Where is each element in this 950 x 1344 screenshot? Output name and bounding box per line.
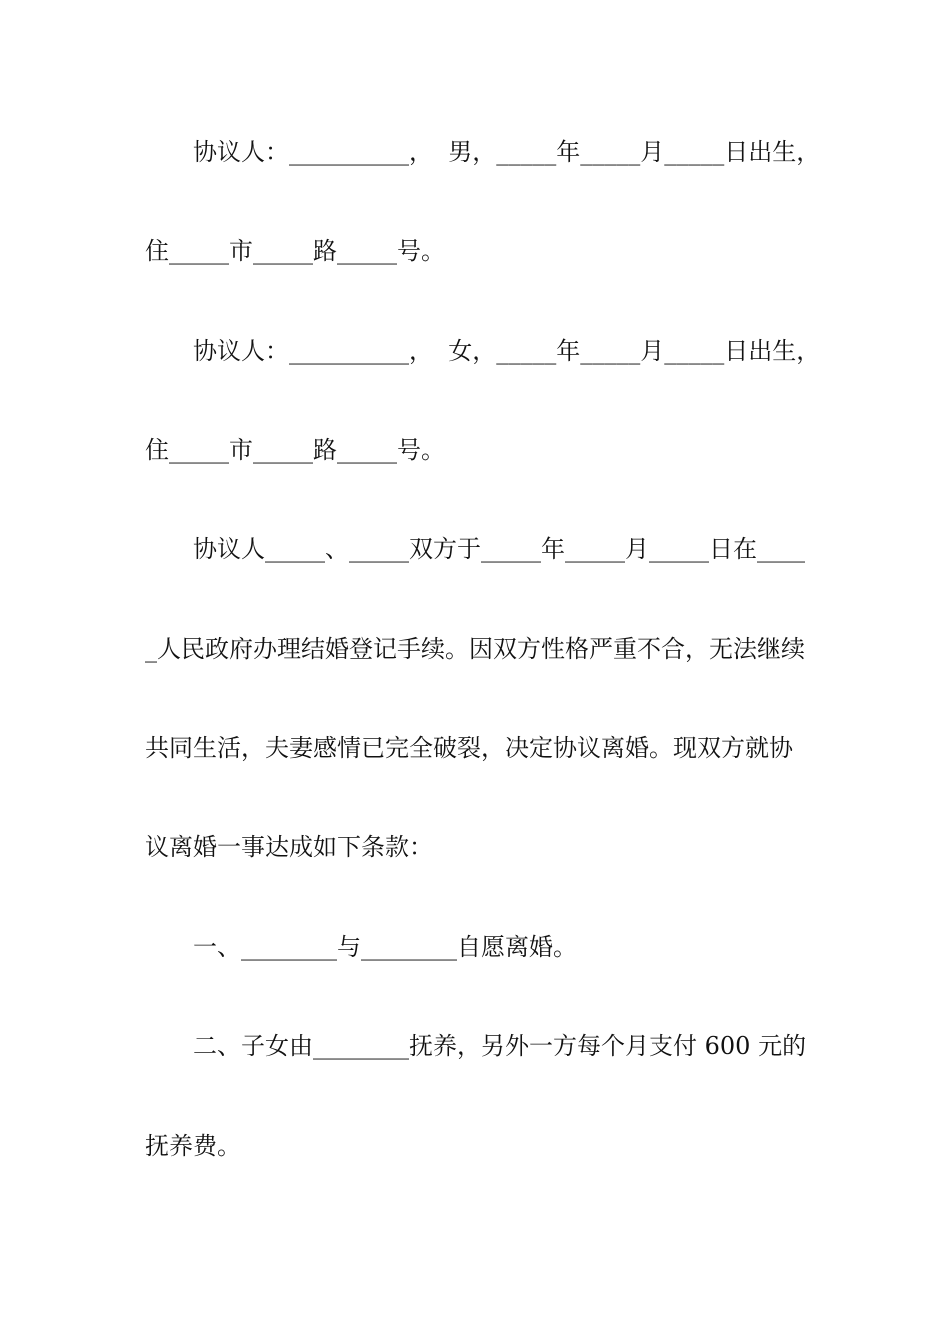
party-one-line: 协议人：__________， 男，_____年_____月_____日出生， (193, 138, 821, 166)
clause-two: 二、子女由________抚养，另外一方每个月支付 600 元的 (193, 1032, 807, 1060)
clause-one: 一、________与________自愿离婚。 (193, 933, 577, 961)
party-one-address-line: 住_____市_____路_____号。 (145, 237, 445, 265)
marriage-registration-line: 协议人_____、_____双方于_____年_____月_____日在____ (193, 535, 805, 563)
party-two-address-line: 住_____市_____路_____号。 (145, 436, 445, 464)
paragraph-continuation-line: 共同生活，夫妻感情已完全破裂，决定协议离婚。现双方就协 (145, 734, 793, 762)
paragraph-continuation-line: _人民政府办理结婚登记手续。因双方性格严重不合，无法继续 (145, 635, 805, 663)
party-two-line: 协议人：__________， 女，_____年_____月_____日出生， (193, 337, 821, 365)
clause-two-continuation: 抚养费。 (145, 1132, 241, 1160)
paragraph-continuation-line: 议离婚一事达成如下条款： (145, 833, 433, 861)
